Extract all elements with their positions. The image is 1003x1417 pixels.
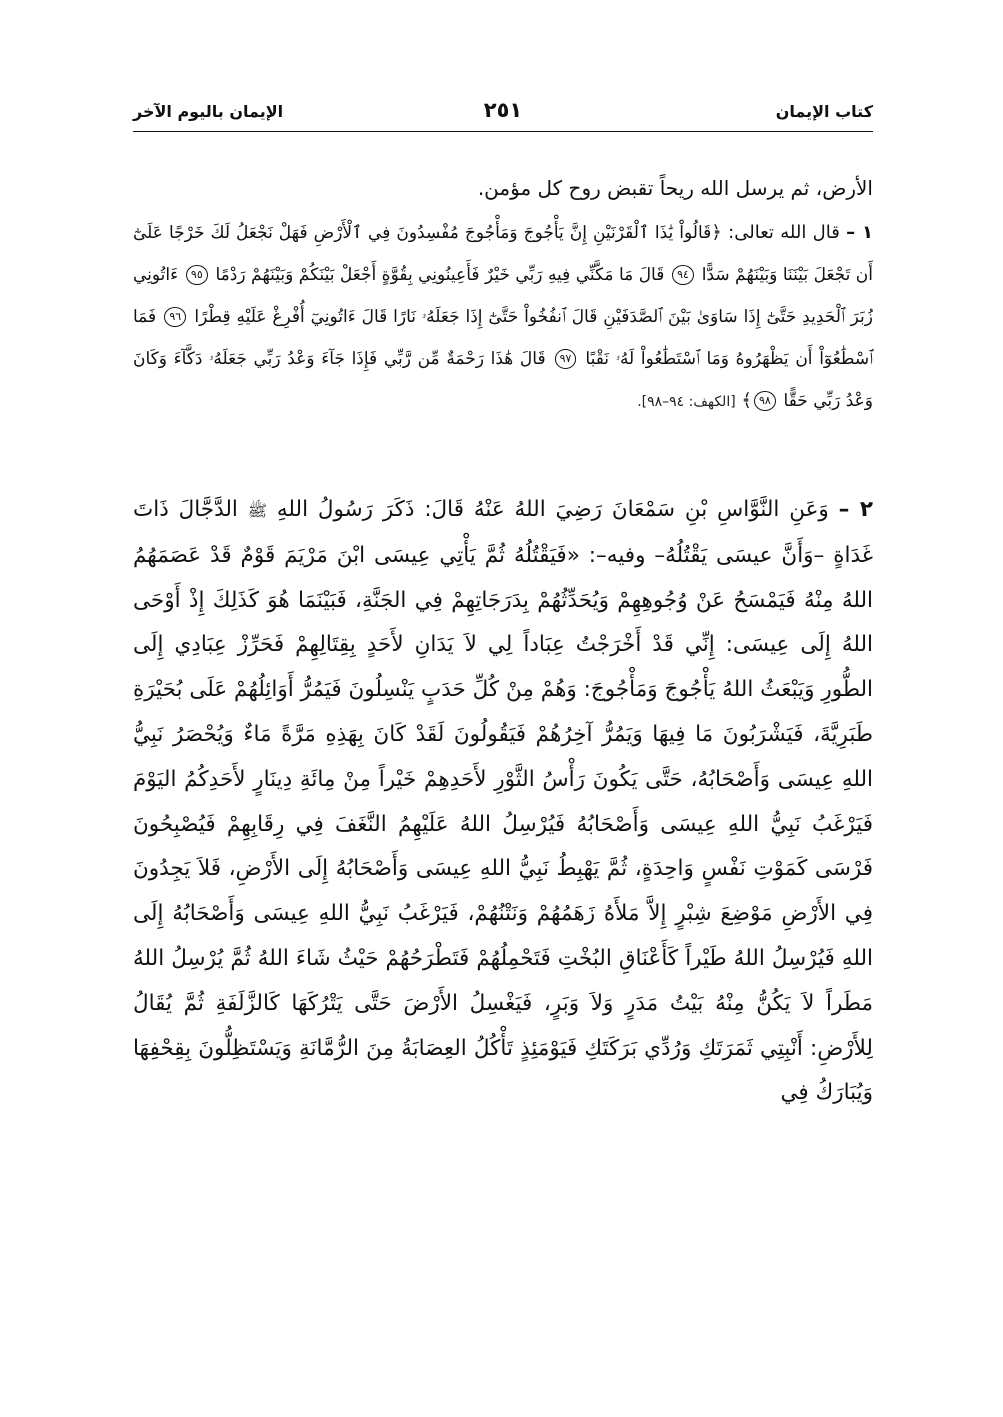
verse-98: قَالَ هَٰذَا رَحْمَةٌ مِّن رَّبِّي فَإِذَا جَآءَ وَعْدُ رَبِّي جَعَلَهُۥ دَكَّآءَ وَكَانَ وَعْدُ رَبِّي حَقًّا bbox=[133, 349, 873, 411]
prayer-ligature-icon: ﷺ bbox=[247, 501, 268, 520]
hadith-text-opening: وَعَنِ النَّوَّاسِ بْنِ سَمْعَانَ رَضِيَ اللهُ عَنْهُ قَالَ: ذَكَرَ رَسُولُ اللهِ bbox=[276, 497, 829, 522]
ayah-number-95: ٩٥ bbox=[186, 265, 208, 285]
verse-96: ءَاتُونِي زُبَرَ ٱلْحَدِيدِ حَتَّىٰٓ إِذَا سَاوَىٰ بَيْنَ ٱلصَّدَفَيْنِ قَالَ ٱنفُخُواْ حَتَّىٰٓ إِذَا جَعَلَهُۥ نَارًا قَالَ ءَاتُونِيٓ أُفْرِغْ عَلَيْهِ قِطْرًا bbox=[133, 265, 873, 327]
verse-close-bracket: ﴾ bbox=[741, 390, 752, 411]
hadith-text-body: الدَّجَّالَ ذَاتَ غَدَاةٍ –وَأَنَّ عيسَى يَقْتُلُهُ– وفيه–: «فَيَقْتُلُهُ ثُمَّ يَأْتِي عِيسَى ابْنَ مَرْيَمَ قَوْمٌ قَدْ عَصَمَهُمُ اللهُ مِنْهُ فَيَمْسَحُ عَنْ وُجُوهِهِمْ وَيُحَدِّثُهُمْ بِدَرَجَاتِهِمْ فِي الجَنَّةِ، فَبَيْنَمَا هُوَ كَذَلِكَ إِذْ أَوْحَى اللهُ إِلَى عِيسَى: إِنِّي قَدْ أَخْرَجْتُ عِبَاداً لِي لاَ يَدَانِ لأَحَدٍ بِقِتَالِهِمْ فَحَرِّزْ عِبَادِي إِلَى الطُّورِ وَيَبْعَثُ اللهُ يَأْجُوجَ وَمَأْجُوجَ: وَهُمْ مِنْ كُلِّ حَدَبٍ يَنْسِلُونَ فَيَمُرُّ أَوَائِلُهُمْ عَلَى بُحَيْرَةِ طَبَرِيَّةَ، فَيَشْرَبُونَ مَا فِيهَا وَيَمُرُّ آخِرُهُمْ فَيَقُولُونَ لَقَدْ كَانَ بِهَذِهِ مَرَّةً مَاءٌ وَيُحْصَرُ نَبِيُّ اللهِ عِيسَى وَأَصْحَابُهُ، حَتَّى يَكُونَ رَأْسُ الثَّوْرِ لأَحَدِهِمْ خَيْراً مِنْ مِائَةِ دِينَارٍ لأَحَدِكُمُ اليَوْمَ فَيَرْغَبُ نَبِيُّ اللهِ عِيسَى وَأَصْحَابُهُ فَيُرْسِلُ اللهُ عَلَيْهِمُ النَّغَفَ فِي رِقَابِهِمْ فَيُصْبِحُونَ فَرْسَى كَمَوْتِ نَفْسٍ وَاحِدَةٍ، ثُمَّ يَهْبِطُ نَبِيُّ اللهِ عِيسَى وَأَصْحَابُهُ إِلَى الأَرْضِ، فَلاَ يَجِدُونَ فِي الأَرْضِ مَوْضِعَ شِبْرٍ إِلاَّ مَلأَهُ زَهَمُهُمْ وَنَتْنُهُمْ، فَيَرْغَبُ نَبِيُّ اللهِ عِيسَى وَأَصْحَابُهُ إِلَى اللهِ فَيُرْسِلُ اللهُ طَيْراً كَأَعْنَاقِ البُخْتِ فَتَحْمِلُهُمْ فَتَطْرَحُهُمْ حَيْثُ شَاءَ اللهُ ثُمَّ يُرْسِلُ اللهُ مَطَراً لاَ يَكُنُّ مِنْهُ بَيْتُ مَدَرٍ وَلاَ وَبَرٍ، فَيَغْسِلُ الأَرْضَ حَتَّى يَتْرُكَهَا كَالزَّلَفَةِ ثُمَّ يُقَالُ لِلأَرْضِ: أَنْبِتِي ثَمَرَتَكِ وَرُدِّي بَرَكَتَكِ فَيَوْمَئِذٍ تَأْكُلُ العِصَابَةُ مِنَ الرُّمَّانَةِ وَيَسْتَظِلُّونَ بِقِحْفِهَا وَيُبَارَكُ فِي bbox=[133, 497, 873, 1106]
intro-text: الأرض، ثم يرسل الله ريحاً تقبض روح كل مؤمن. bbox=[477, 176, 873, 200]
verse-94: قَالُواْ يَٰذَا ٱلْقَرْنَيْنِ إِنَّ يَأْجُوجَ وَمَأْجُوجَ مُفْسِدُونَ فِي ٱلْأَرْضِ فَهَلْ نَجْعَلُ لَكَ خَرْجًا عَلَىٰٓ أَن تَجْعَلَ بَيْنَنَا وَبَيْنَهُمْ سَدًّا bbox=[133, 223, 873, 285]
verse-reference: [الكهف: ٩٤–٩٨]. bbox=[637, 394, 736, 410]
item-1-number: ١ – bbox=[846, 222, 874, 243]
chapter-title: الإيمان باليوم الآخر bbox=[133, 102, 284, 121]
item-2-paragraph bbox=[133, 488, 873, 1116]
item-2-number: ٢ – bbox=[838, 497, 873, 522]
book-title: كتاب الإيمان bbox=[775, 102, 873, 121]
item-1-paragraph bbox=[133, 212, 873, 423]
ayah-number-97: ٩٧ bbox=[555, 349, 577, 369]
verse-95: قَالَ مَا مَكَّنِّي فِيهِ رَبِّي خَيْرٌ فَأَعِينُونِي بِقُوَّةٍ أَجْعَلْ بَيْنَكُمْ وَبَيْنَهُمْ رَدْمًا bbox=[215, 265, 665, 285]
running-header bbox=[133, 98, 873, 128]
page-number: ٢٥١ bbox=[483, 98, 523, 122]
verse-97: فَمَا ٱسْطَٰعُوٓاْ أَن يَظْهَرُوهُ وَمَا ٱسْتَطَٰعُواْ لَهُۥ نَقْبًا bbox=[133, 307, 873, 369]
ayah-number-94: ٩٤ bbox=[672, 265, 694, 285]
item-1-lead: قال الله تعالى: bbox=[728, 222, 840, 243]
ayah-number-98: ٩٨ bbox=[754, 391, 776, 411]
header-divider bbox=[133, 131, 873, 132]
ayah-number-96: ٩٦ bbox=[164, 307, 186, 327]
verse-open-bracket: ﴿ bbox=[711, 222, 722, 243]
intro-paragraph bbox=[133, 170, 873, 206]
